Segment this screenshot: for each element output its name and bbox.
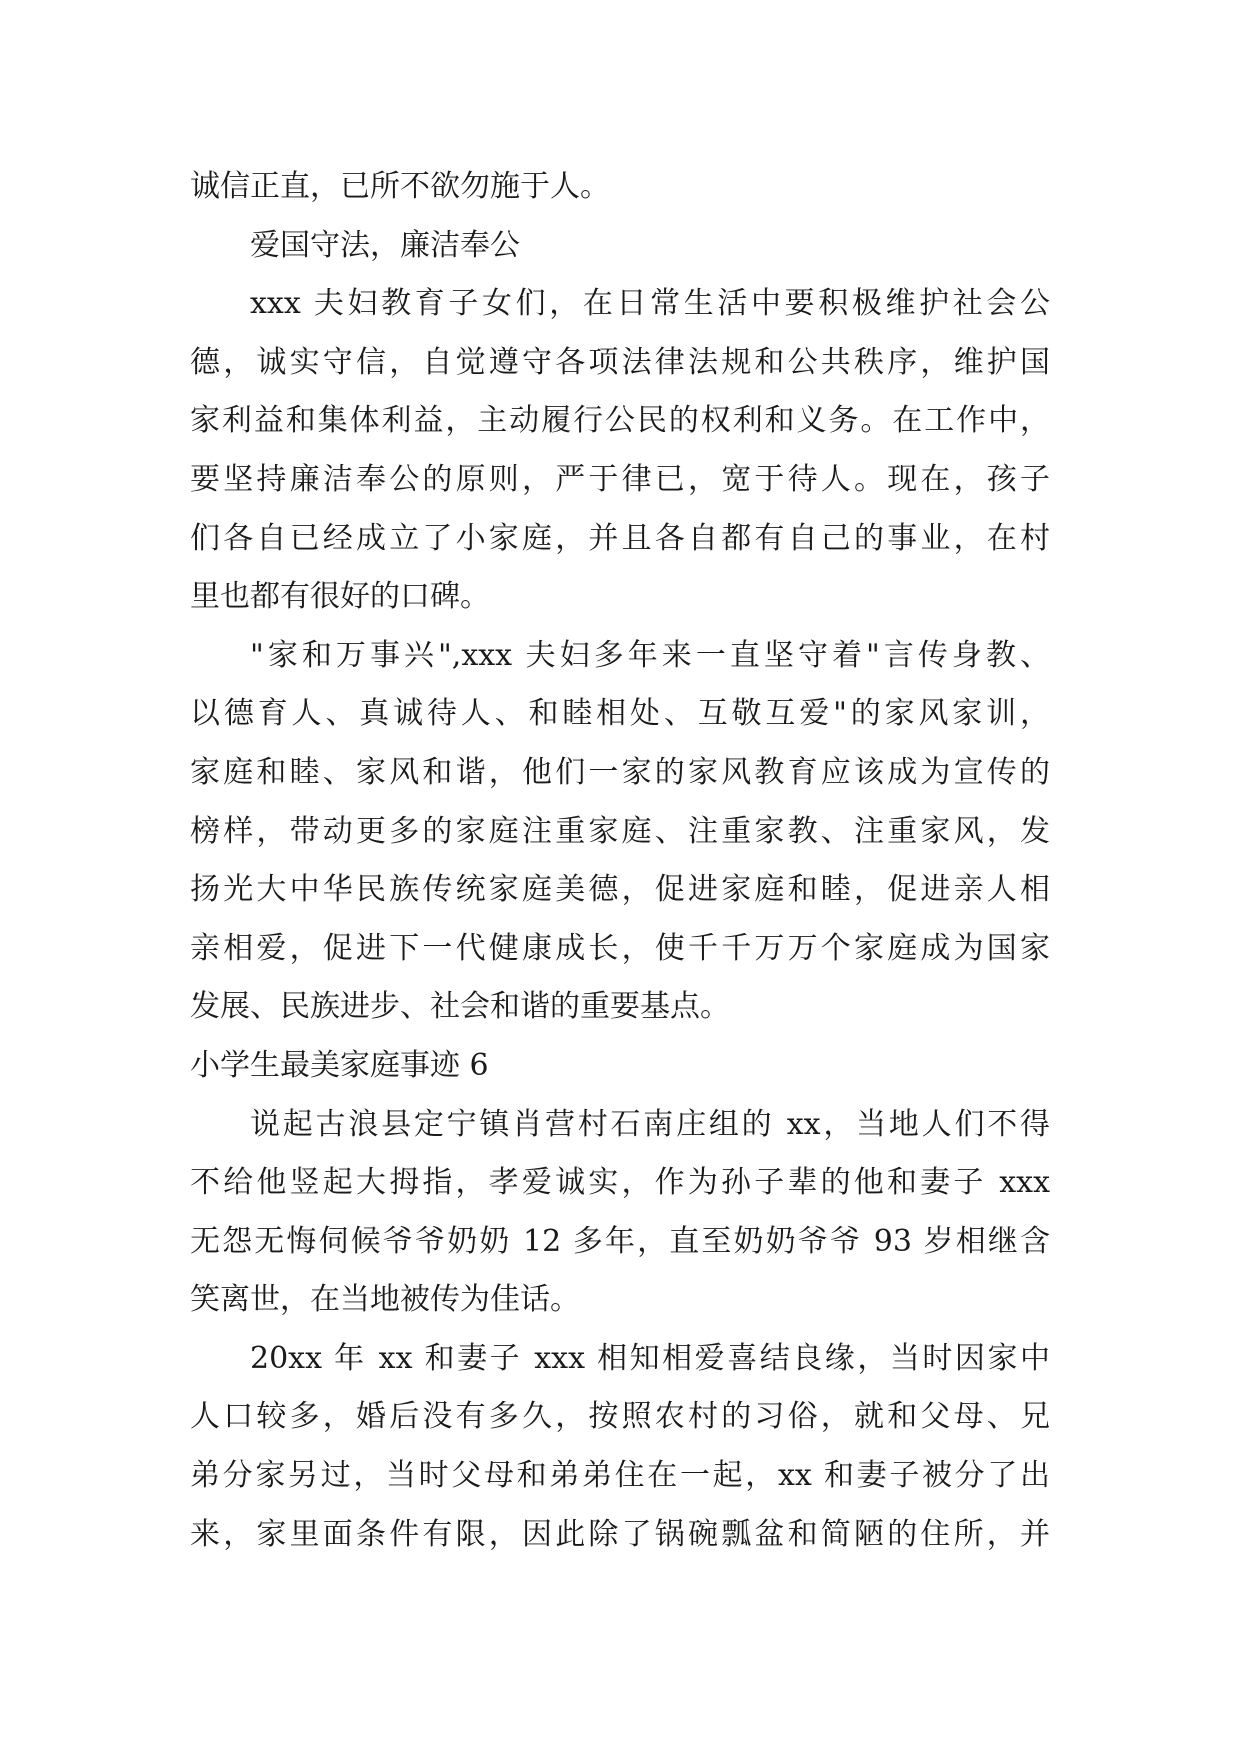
- text-line: 20xx 年 xx 和妻子 xxx 相知相爱喜结良缘，当时因家中: [250, 1340, 1050, 1376]
- text-line: 发展、民族进步、社会和谐的重要基点。: [190, 989, 730, 1025]
- text-line: 家庭和睦、家风和谐，他们一家的家风教育应该成为宣传的: [190, 754, 1050, 790]
- text-line: 要坚持廉洁奉公的原则，严于律已，宽于待人。现在，孩子: [190, 461, 1050, 497]
- text-line: 无怨无悔伺候爷爷奶奶 12 多年，直至奶奶爷爷 93 岁相继含: [190, 1223, 1050, 1259]
- text-line: 人口较多，婚后没有多久，按照农村的习俗，就和父母、兄: [190, 1399, 1050, 1435]
- text-line: "家和万事兴",xxx 夫妇多年来一直坚守着"言传身教、: [250, 637, 1050, 673]
- article-title: 小学生最美家庭事迹 6: [190, 1047, 489, 1083]
- text-line: 诚信正直，已所不欲勿施于人。: [190, 169, 610, 204]
- text-line: xxx 夫妇教育子女们，在日常生活中要积极维护社会公: [250, 286, 1050, 322]
- text-line: 里也都有很好的口碑。: [190, 579, 490, 615]
- document-body: [190, 158, 1050, 1564]
- text-line: 榜样，带动更多的家庭注重家庭、注重家教、注重家风，发: [190, 813, 1050, 849]
- text-line: 说起古浪县定宁镇肖营村石南庄组的 xx，当地人们不得: [250, 1106, 1050, 1142]
- text-line: 亲相爱，促进下一代健康成长，使千千万万个家庭成为国家: [190, 930, 1050, 966]
- text-line: 不给他竖起大拇指，孝爱诚实，作为孙子辈的他和妻子 xxx: [190, 1165, 1050, 1201]
- text-line: 来，家里面条件有限，因此除了锅碗瓢盆和简陋的住所，并: [190, 1516, 1050, 1552]
- text-line: 笑离世，在当地被传为佳话。: [190, 1282, 580, 1318]
- text-line: 家利益和集体利益，主动履行公民的权利和义务。在工作中，: [190, 403, 1050, 439]
- text-line: 德，诚实守信，自觉遵守各项法律法规和公共秩序，维护国: [190, 344, 1050, 380]
- text-line: 扬光大中华民族传统家庭美德，促进家庭和睦，促进亲人相: [190, 872, 1050, 908]
- section-heading: 爱国守法，廉洁奉公: [250, 227, 520, 263]
- text-line: 弟分家另过，当时父母和弟弟住在一起，xx 和妻子被分了出: [190, 1458, 1050, 1494]
- text-line: 们各自已经成立了小家庭，并且各自都有自己的事业，在村: [190, 520, 1050, 556]
- text-line: 以德育人、真诚待人、和睦相处、互敬互爱"的家风家训，: [190, 696, 1050, 732]
